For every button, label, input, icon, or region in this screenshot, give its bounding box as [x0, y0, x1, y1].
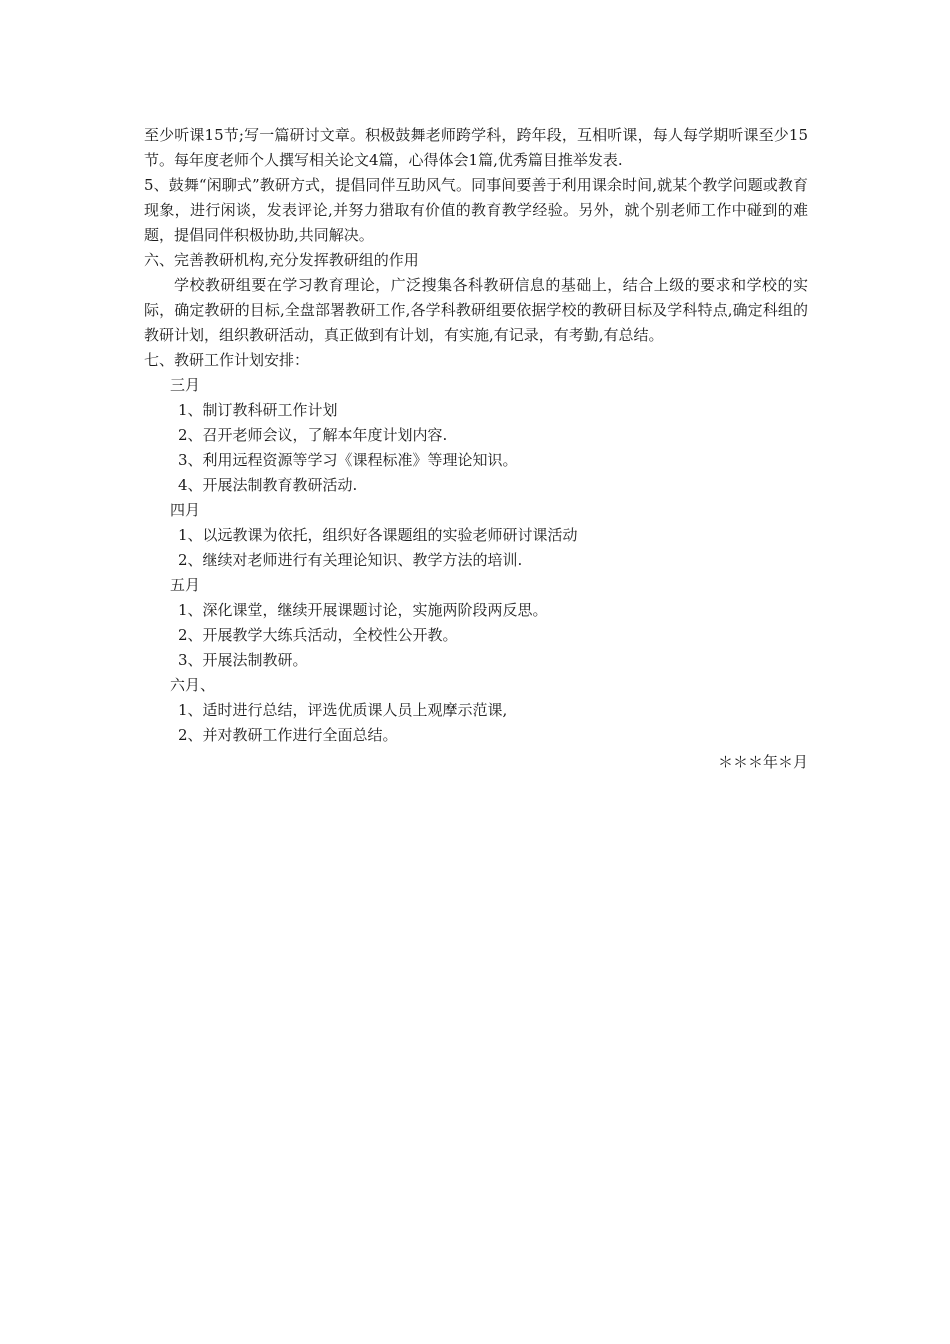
section-6-paragraph: 学校教研组要在学习教育理论，广泛搜集各科教研信息的基础上，结合上级的要求和学校的实际，确定教研的目标,全盘部署教研工作,各学科教研组要依据学校的教研目标及学科特点,确定科组的教研计划，组织教研活动，真正做到有计划，有实施,有记录，有考勤,有总结。: [144, 276, 808, 344]
section-7-heading: 七、教研工作计划安排：: [144, 351, 310, 369]
list-item: 3、开展法制教研。: [178, 651, 308, 669]
list-item: 3、利用远程资源等学习《课程标准》等理论知识。: [178, 451, 518, 469]
month-block-june: [144, 673, 808, 748]
list-item: 2、继续对老师进行有关理论知识、教学方法的培训.: [178, 551, 523, 569]
month-block-april: [144, 498, 808, 573]
month-block-may: [144, 573, 808, 673]
month-heading: 四月: [170, 501, 201, 519]
list-item: 4、开展法制教育教研活动.: [178, 476, 358, 494]
month-heading: 六月、: [170, 676, 216, 694]
month-block-march: [144, 373, 808, 498]
list-item: 1、适时进行总结，评选优质课人员上观摩示范课,: [178, 701, 508, 719]
list-item: 2、召开老师会议，了解本年度计划内容.: [178, 426, 448, 444]
document-page: [144, 123, 808, 775]
section-6-heading: 六、完善教研机构,充分发挥教研组的作用: [144, 251, 419, 269]
point-5-paragraph: 5、鼓舞“闲聊式”教研方式，提倡同伴互助风气。同事间要善于利用课余时间,就某个教学问题或教育现象，进行闲谈，发表评论,并努力猎取有价值的教育教学经验。另外，就个别老师工作中碰到的难题，提倡同伴积极协助,共同解决。: [144, 176, 808, 244]
list-item: 2、开展教学大练兵活动，全校性公开教。: [178, 626, 458, 644]
intro-paragraph: 至少听课15节;写一篇研讨文章。积极鼓舞老师跨学科，跨年段，互相听课，每人每学期听课至少15节。每年度老师个人撰写相关论文4篇，心得体会1篇,优秀篇目推举发表.: [144, 126, 808, 169]
date-signature: ＊＊＊年＊月: [717, 753, 808, 771]
month-heading: 五月: [170, 576, 201, 594]
list-item: 1、制订教科研工作计划: [178, 401, 338, 419]
month-heading: 三月: [170, 376, 201, 394]
list-item: 1、以远教课为依托，组织好各课题组的实验老师研讨课活动: [178, 526, 578, 544]
list-item: 2、并对教研工作进行全面总结。: [178, 726, 398, 744]
list-item: 1、深化课堂，继续开展课题讨论，实施两阶段两反思。: [178, 601, 548, 619]
